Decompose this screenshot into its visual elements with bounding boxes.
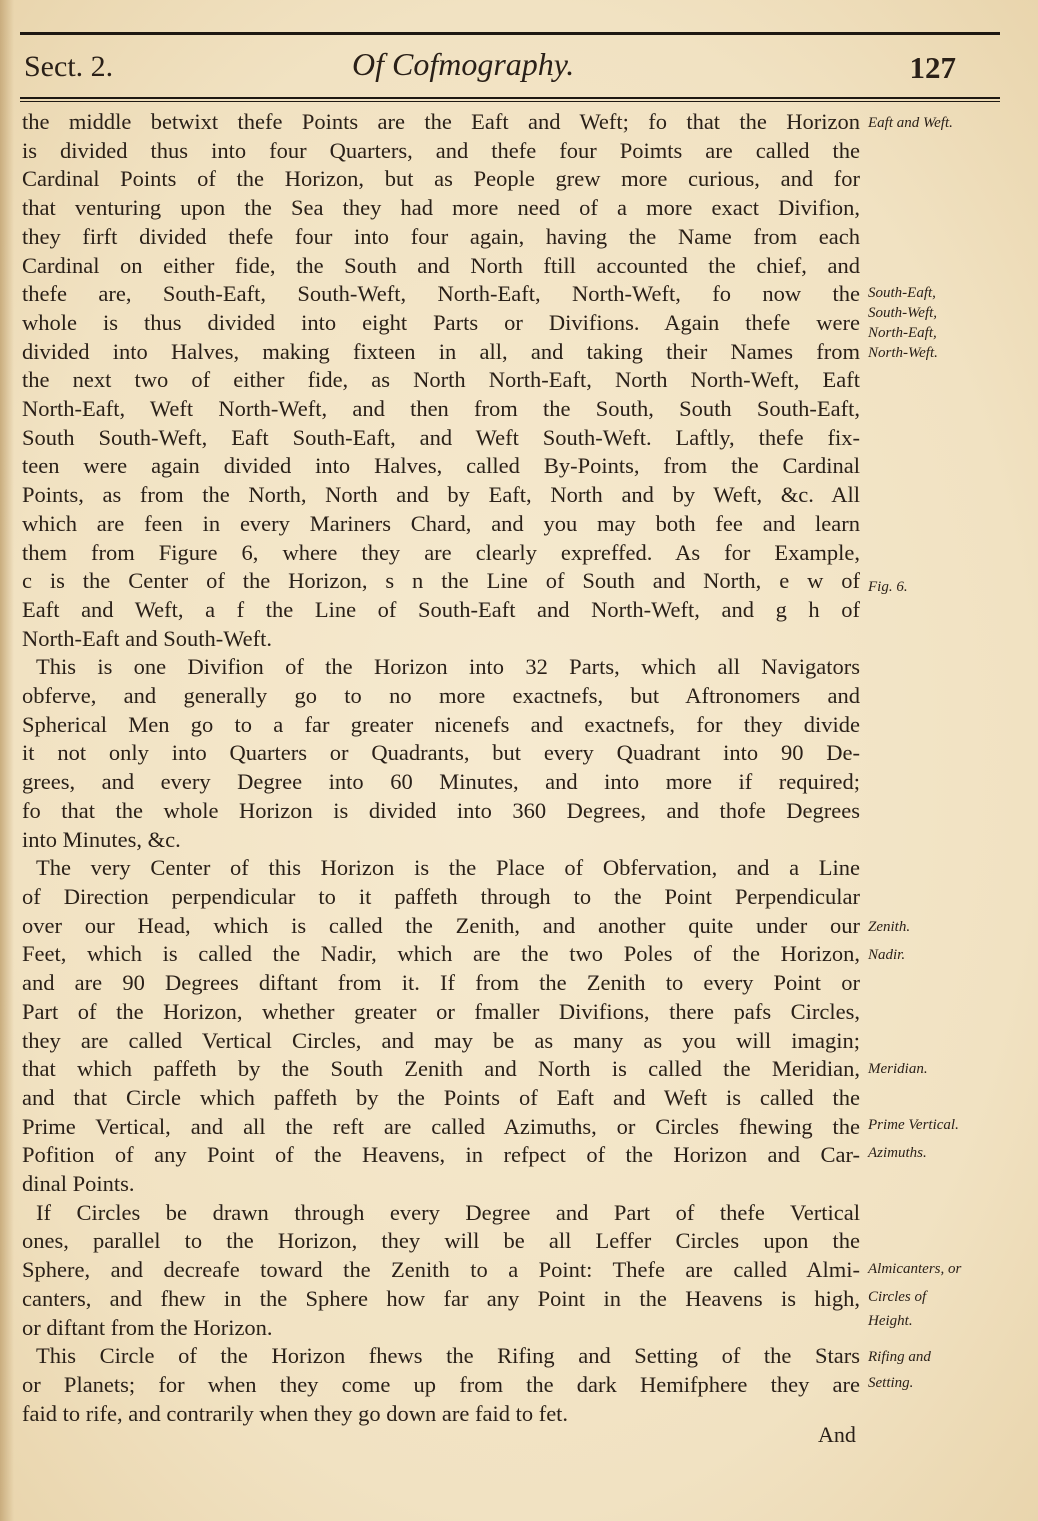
margin-note: Setting. — [868, 1375, 914, 1391]
text-line: and are 90 Degrees diftant from it. If from the Zenith to every Point or — [22, 970, 860, 996]
margin-note: Height. — [868, 1313, 913, 1329]
text-line: canters, and fhew in the Sphere how far any Point in the Heavens is high, — [22, 1285, 860, 1311]
text-line: over our Head, which is called the Zenith, and another quite under our — [22, 912, 860, 938]
text-line: whole is thus divided into eight Parts or Divifions. Again thefe were — [22, 309, 860, 335]
text-line: Cardinal Points of the Horizon, but as People grew more curious, and for — [22, 166, 860, 192]
section-label: Sect. 2. — [24, 50, 114, 83]
text-line: teen were again divided into Halves, called By-Points, from the Cardinal — [22, 453, 860, 479]
text-line: grees, and every Degree into 60 Minutes, and into more if required; — [22, 769, 860, 795]
text-line: North-Eaft, Weft North-Weft, and then from the South, South South-Eaft, — [22, 396, 860, 422]
margin-note: North-Weft. — [868, 345, 938, 361]
text-line: that which paffeth by the South Zenith and North is called the Meridian, — [22, 1056, 860, 1082]
text-line: which are feen in every Mariners Chard, and you may both fee and learn — [22, 510, 860, 536]
text-line: obferve, and generally go to no more exactnefs, but Aftronomers and — [22, 683, 860, 709]
text-line: Part of the Horizon, whether greater or fmaller Divifions, there pafs Circles, — [22, 998, 860, 1024]
text-line: the middle betwixt thefe Points are the Eaft and Weft; fo that the Horizon — [22, 109, 860, 134]
text-line: Spherical Men go to a far greater nicenefs and exactnefs, for they divide — [22, 711, 860, 737]
text-line: or diftant from the Horizon. — [22, 1314, 273, 1340]
page-number: 127 — [909, 50, 956, 85]
text-line: is divided thus into four Quarters, and thefe four Poimts are called the — [22, 137, 860, 163]
margin-note: Prime Vertical. — [868, 1117, 959, 1133]
text-line: This is one Divifion of the Horizon into 32 Parts, which all Navigators — [36, 654, 860, 680]
margin-note: North-Eaft, — [868, 325, 937, 341]
margin-note: Eaft and Weft. — [868, 115, 953, 131]
header-rule — [20, 97, 1000, 99]
text-line: Points, as from the North, North and by Eaft, North and by Weft, &c. All — [22, 482, 860, 508]
header-rule-thin — [20, 101, 1000, 102]
text-line: c is the Center of the Horizon, s n the Line of South and North, e w of — [22, 568, 860, 594]
text-line: it not only into Quarters or Quadrants, but every Quadrant into 90 De- — [22, 740, 860, 766]
text-line: thefe are, South-Eaft, South-Weft, North-Eaft, North-Weft, fo now the — [22, 281, 860, 307]
text-line: divided into Halves, making fixteen in all, and taking their Names from — [22, 338, 860, 364]
margin-note: Zenith. — [868, 919, 911, 935]
text-line: This Circle of the Horizon fhews the Rifing and Setting of the Stars — [36, 1343, 860, 1369]
text-line: they are called Vertical Circles, and may be as many as you will imagin; — [22, 1027, 860, 1053]
text-line: If Circles be drawn through every Degree and Part of thefe Vertical — [36, 1199, 860, 1225]
text-line: Cardinal on either fide, the South and North ftill accounted the chief, and — [22, 252, 860, 278]
text-line: South South-Weft, Eaft South-Eaft, and Weft South-Weft. Laftly, thefe fix- — [22, 424, 860, 450]
text-line: The very Center of this Horizon is the Place of Obfervation, and a Line — [36, 855, 860, 881]
margin-note: Rifing and — [868, 1349, 931, 1365]
catchword: And — [818, 1422, 856, 1447]
text-line: Sphere, and decreafe toward the Zenith to a Point: Thefe are called Almi- — [22, 1257, 860, 1283]
running-title: Of Cofmography. — [352, 46, 575, 82]
text-line: Pofition of any Point of the Heavens, in refpect of the Horizon and Car- — [22, 1142, 860, 1168]
text-line: North-Eaft and South-Weft. — [22, 625, 272, 651]
margin-note: Circles of — [868, 1289, 927, 1305]
margin-note: South-Weft, — [868, 305, 938, 321]
text-line: Feet, which is called the Nadir, which are the two Poles of the Horizon, — [22, 941, 860, 967]
text-line: Eaft and Weft, a f the Line of South-Eaft and North-Weft, and g h of — [22, 596, 860, 622]
text-line: into Minutes, &c. — [22, 826, 181, 852]
margin-note: Almicanters, or — [868, 1261, 962, 1277]
margin-note: Azimuths. — [868, 1145, 927, 1161]
text-line: fo that the whole Horizon is divided into 360 Degrees, and thofe Degrees — [22, 797, 860, 823]
text-line: or Planets; for when they come up from the dark Hemifphere they are — [22, 1371, 860, 1397]
text-line: them from Figure 6, where they are clearly expreffed. As for Example, — [22, 539, 860, 565]
text-line: dinal Points. — [22, 1171, 135, 1197]
margin-note: Nadir. — [868, 947, 906, 963]
top-rule — [20, 32, 1000, 35]
text-line: they firft divided thefe four into four again, having the Name from each — [22, 223, 860, 249]
text-line: of Direction perpendicular to it paffeth through to the Point Perpendicular — [22, 883, 860, 909]
body-text — [22, 108, 860, 1428]
page-spine-shadow — [0, 0, 14, 1521]
text-line: the next two of either fide, as North North-Eaft, North North-Weft, Eaft — [22, 367, 860, 393]
margin-note: Fig. 6. — [868, 579, 908, 595]
margin-note: Meridian. — [868, 1061, 928, 1077]
text-line: Prime Vertical, and all the reft are called Azimuths, or Circles fhewing the — [22, 1113, 860, 1139]
text-line: that venturing upon the Sea they had more need of a more exact Divifion, — [22, 195, 860, 221]
text-line: faid to rife, and contrarily when they go down are faid to fet. — [22, 1400, 569, 1426]
margin-note: South-Eaft, — [868, 285, 936, 301]
text-line: ones, parallel to the Horizon, they will be all Leffer Circles upon the — [22, 1228, 860, 1254]
text-line: and that Circle which paffeth by the Points of Eaft and Weft is called the — [22, 1084, 860, 1110]
running-head — [20, 46, 1000, 90]
